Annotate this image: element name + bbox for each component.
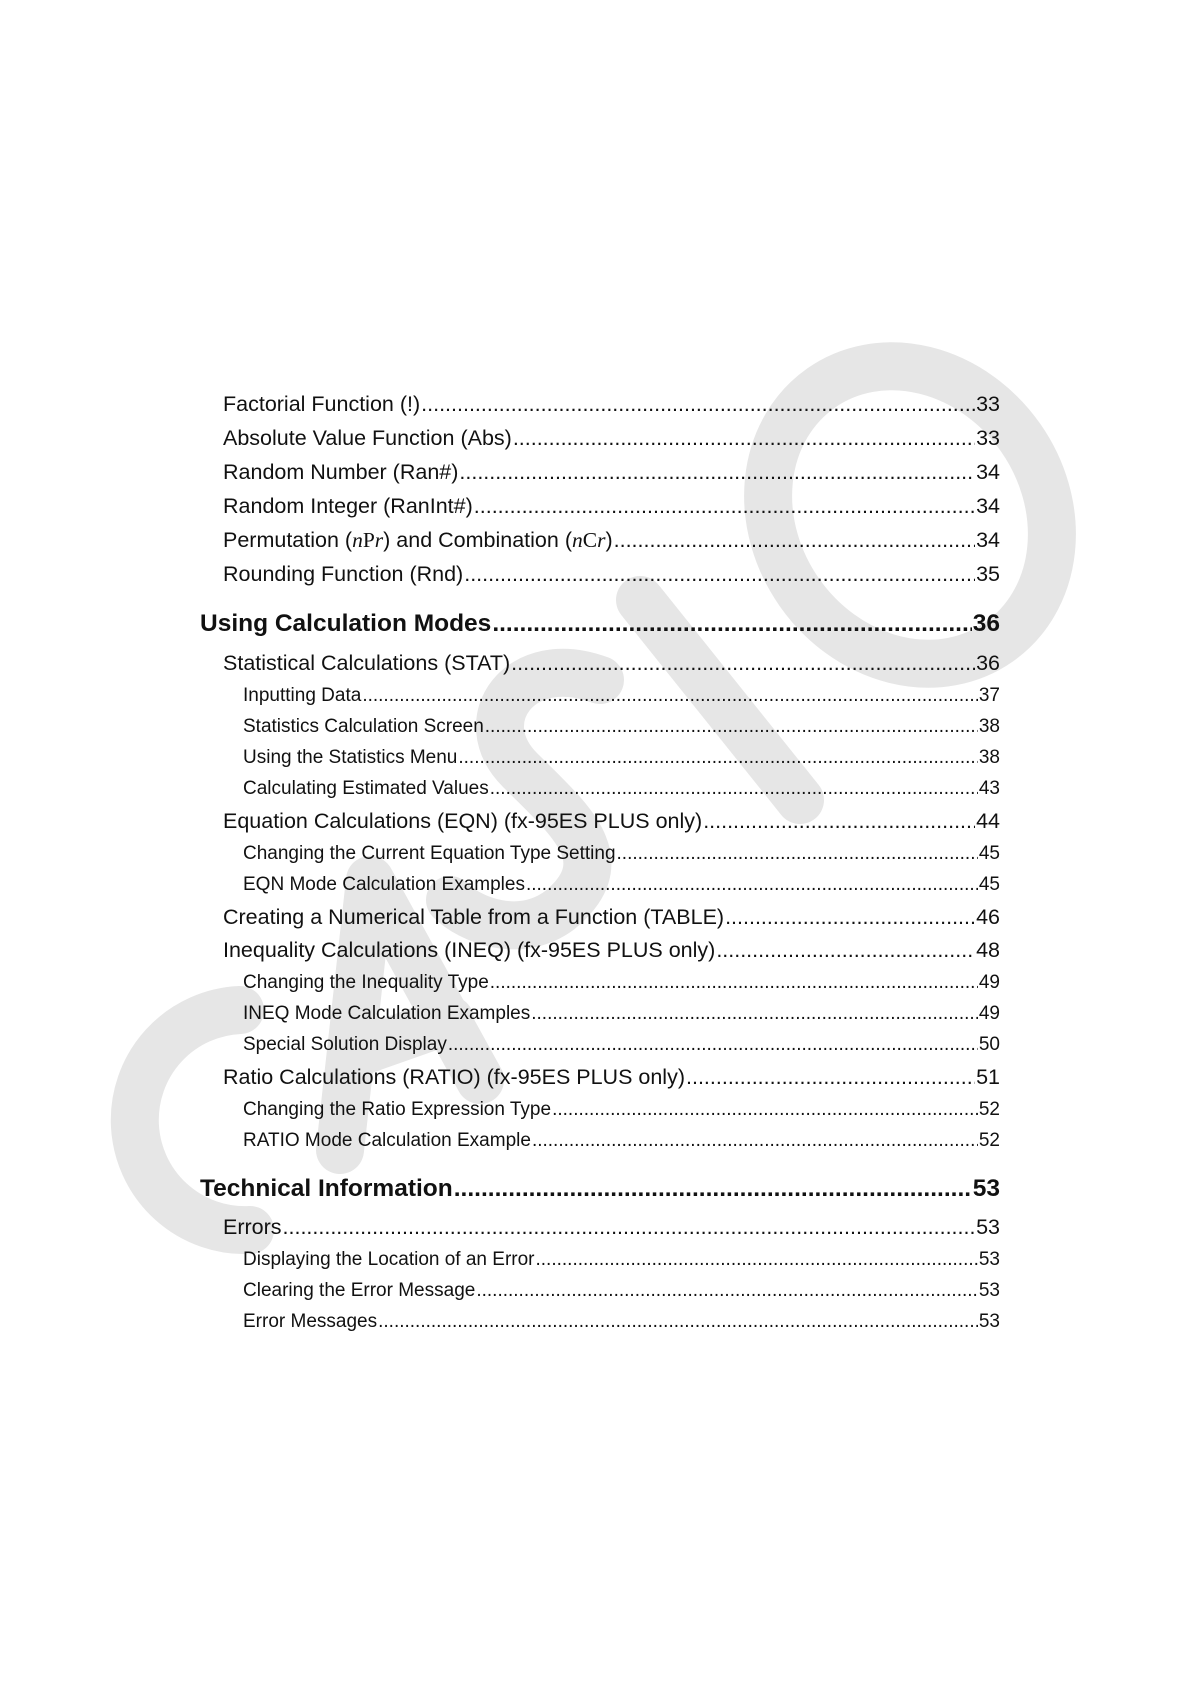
toc-entry-leader — [464, 559, 975, 589]
toc-entry[interactable] — [223, 389, 1000, 419]
toc-entry-leader — [448, 1031, 978, 1058]
toc-subentry[interactable] — [243, 682, 1000, 709]
toc-subentry[interactable] — [243, 1127, 1000, 1154]
toc-entry-page: 53 — [972, 1175, 1000, 1202]
toc-entry-page: 52 — [978, 1130, 1000, 1151]
toc-entry[interactable] — [223, 525, 1000, 555]
toc-entry-title: Random Integer (RanInt#) — [223, 494, 473, 518]
toc-entry-leader — [458, 744, 977, 771]
toc-entry-page: 48 — [976, 938, 1000, 962]
toc-subentry[interactable] — [243, 713, 1000, 740]
toc-entry-leader — [536, 1246, 978, 1273]
toc-entry-title: Creating a Numerical Table from a Function (TABLE) — [223, 905, 725, 929]
toc-entry-page: 52 — [978, 1099, 1000, 1120]
toc-entry-title: Changing the Current Equation Type Setting — [243, 843, 616, 864]
toc-entry-title: RATIO Mode Calculation Example — [243, 1130, 531, 1151]
toc-entry-title: Rounding Function (Rnd) — [223, 562, 464, 586]
toc-entry-page: 51 — [976, 1065, 1000, 1089]
toc-entry-page: 34 — [976, 494, 1000, 518]
toc-subentry[interactable] — [243, 1031, 1000, 1058]
toc-entry-title: Special Solution Display — [243, 1034, 447, 1055]
toc-entry-page: 34 — [976, 460, 1000, 484]
toc-entry-leader — [552, 1096, 978, 1123]
toc-entry-page: 36 — [976, 651, 1000, 675]
toc-entry-leader — [617, 840, 978, 867]
toc-entry[interactable] — [223, 1212, 1000, 1242]
toc-entry[interactable] — [223, 423, 1000, 453]
toc-entry-page: 50 — [978, 1034, 1000, 1055]
toc-entry-leader — [454, 1172, 972, 1206]
toc-subentry[interactable] — [243, 969, 1000, 996]
toc-entry-title: Inequality Calculations (INEQ) (fx-95ES PLUS only) — [223, 938, 716, 962]
toc-entry-page: 38 — [978, 747, 1000, 768]
toc-entry-title: Changing the Ratio Expression Type — [243, 1099, 552, 1120]
toc-entry-title: Clearing the Error Message — [243, 1280, 476, 1301]
toc-entry-title: Permutation (nPr) and Combination (nCr) — [223, 528, 613, 552]
toc-entry-leader — [474, 491, 975, 521]
toc-entry[interactable] — [223, 491, 1000, 521]
toc-entry-page: 37 — [978, 685, 1000, 706]
toc-entry-page: 53 — [978, 1249, 1000, 1270]
toc-entry-title: Equation Calculations (EQN) (fx-95ES PLUS only) — [223, 809, 703, 833]
toc-entry-title: Random Number (Ran#) — [223, 460, 459, 484]
toc-entry-title: INEQ Mode Calculation Examples — [243, 1003, 531, 1024]
toc-entry-leader — [283, 1212, 976, 1242]
toc-entry-page: 45 — [978, 874, 1000, 895]
toc-entry-title: Displaying the Location of an Error — [243, 1249, 535, 1270]
toc-entry-leader — [513, 423, 975, 453]
toc-entry[interactable] — [223, 457, 1000, 487]
toc-subentry[interactable] — [243, 871, 1000, 898]
toc-entry-leader — [485, 713, 978, 740]
toc-entry-title: Using Calculation Modes — [200, 610, 492, 637]
toc-entry-title: Technical Information — [200, 1175, 453, 1202]
toc-entry-page: 53 — [978, 1311, 1000, 1332]
toc-entry-page: 53 — [978, 1280, 1000, 1301]
toc-subentry[interactable] — [243, 775, 1000, 802]
toc-entry[interactable] — [223, 806, 1000, 836]
toc-entry-leader — [490, 775, 978, 802]
toc-entry-title: Changing the Inequality Type — [243, 972, 489, 993]
toc-chapter-entry[interactable] — [200, 607, 1000, 641]
toc-entry-leader — [725, 902, 975, 932]
toc-entry-leader — [614, 525, 975, 555]
toc-entry-leader — [511, 648, 975, 678]
toc-entry-title: Statistics Calculation Screen — [243, 716, 484, 737]
toc-entry[interactable] — [223, 935, 1000, 965]
toc-entry[interactable] — [223, 559, 1000, 589]
toc-entry-title: Errors — [223, 1215, 282, 1239]
toc-entry-title: Factorial Function (!) — [223, 392, 421, 416]
toc-entry[interactable] — [223, 902, 1000, 932]
toc-entry-leader — [526, 871, 978, 898]
toc-entry-title: Using the Statistics Menu — [243, 747, 458, 768]
toc-entry-page: 33 — [976, 392, 1000, 416]
toc-entry-title: Inputting Data — [243, 685, 362, 706]
toc-entry-leader — [421, 389, 975, 419]
toc-subentry[interactable] — [243, 1277, 1000, 1304]
toc-entry-page: 45 — [978, 843, 1000, 864]
toc-entry-page: 35 — [976, 562, 1000, 586]
toc-entry[interactable] — [223, 1062, 1000, 1092]
toc-entry-leader — [490, 969, 978, 996]
toc-subentry[interactable] — [243, 1308, 1000, 1335]
toc-entry-leader — [476, 1277, 978, 1304]
toc-entry-leader — [716, 935, 975, 965]
toc-entry-title: Calculating Estimated Values — [243, 778, 489, 799]
toc-entry-page: 49 — [978, 1003, 1000, 1024]
toc-entry-page: 44 — [976, 809, 1000, 833]
toc-subentry[interactable] — [243, 1000, 1000, 1027]
toc-entry-leader — [531, 1000, 978, 1027]
toc-entry-title: Absolute Value Function (Abs) — [223, 426, 512, 450]
toc-entry-title: Statistical Calculations (STAT) — [223, 651, 511, 675]
toc-subentry[interactable] — [243, 840, 1000, 867]
toc-entry-leader — [532, 1127, 978, 1154]
toc-entry-title: Ratio Calculations (RATIO) (fx-95ES PLUS only) — [223, 1065, 685, 1089]
toc-entry-page: 36 — [972, 610, 1000, 637]
toc-entry-page: 53 — [976, 1215, 1000, 1239]
toc-entry[interactable] — [223, 648, 1000, 678]
toc-entry-page: 49 — [978, 972, 1000, 993]
toc-entry-leader — [378, 1308, 978, 1335]
toc-entry-leader — [686, 1062, 975, 1092]
toc-entry-page: 33 — [976, 426, 1000, 450]
toc-entry-page: 38 — [978, 716, 1000, 737]
toc-entry-leader — [703, 806, 975, 836]
toc-entry-leader — [459, 457, 975, 487]
toc-subentry[interactable] — [243, 1096, 1000, 1123]
toc-entry-title: Error Messages — [243, 1311, 378, 1332]
toc-subentry[interactable] — [243, 1246, 1000, 1273]
toc-chapter-entry[interactable] — [200, 1172, 1000, 1206]
toc-entry-page: 46 — [976, 905, 1000, 929]
toc-entry-title: EQN Mode Calculation Examples — [243, 874, 525, 895]
toc-subentry[interactable] — [243, 744, 1000, 771]
toc-entry-leader — [492, 607, 971, 641]
toc-entry-page: 34 — [976, 528, 1000, 552]
toc-entry-page: 43 — [978, 778, 1000, 799]
toc-entry-leader — [362, 682, 978, 709]
